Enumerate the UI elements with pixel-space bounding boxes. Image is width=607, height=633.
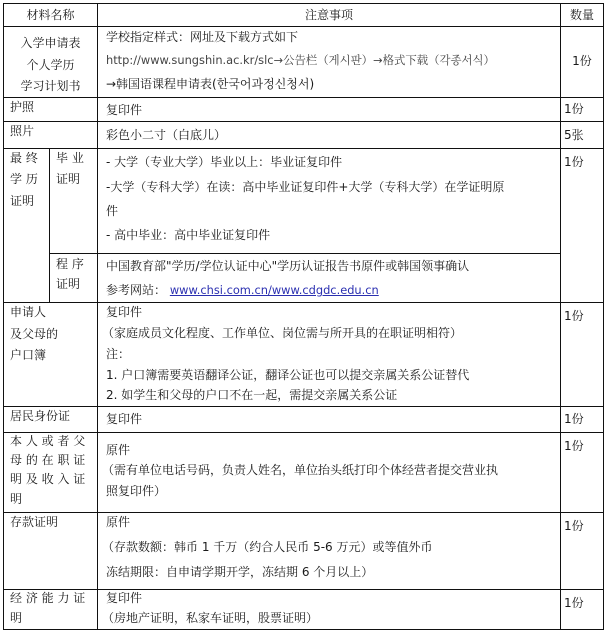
- name-line: 个人学历: [26, 58, 75, 72]
- row-procedure-note: [97, 253, 561, 303]
- row-passport-qty: [560, 97, 604, 122]
- reference-link[interactable]: www.chsi.com.cn/www.cdgdc.edu.cn: [169, 283, 379, 297]
- name-line: 经 济 能 力 证: [10, 591, 86, 605]
- note-line: 中国教育部"学历/学位认证中心"学历认证报告书原件或韩国领事确认: [106, 259, 470, 273]
- row-education-qty: [560, 148, 604, 303]
- note-line: - 高中毕业：高中毕业证复印件: [106, 228, 271, 242]
- name-line: 入学申请表: [20, 36, 81, 50]
- note-line: 注：: [106, 347, 131, 361]
- qty-value: 1份: [564, 155, 584, 169]
- row-household-note: [97, 302, 561, 407]
- row-financial-name: [3, 589, 98, 630]
- note-line: （家庭成员文化程度、工作单位、岗位需与所开具的在职证明相符）: [102, 326, 463, 340]
- row-employment-name: [3, 432, 98, 513]
- row-graduation-note: [97, 148, 561, 254]
- row-application-note: [97, 26, 561, 98]
- name-line: 明: [10, 611, 23, 625]
- row-employment-note: [97, 432, 561, 513]
- name-line: 明: [10, 492, 23, 506]
- name-line: 毕 业: [56, 151, 84, 165]
- header-note: 注意事项: [304, 8, 353, 22]
- header-name-cell: [3, 3, 98, 27]
- note-line: （需有单位电话号码，负责人姓名，单位抬头纸打印个体经营者提交营业执: [102, 463, 499, 477]
- note-line: 照复印件）: [106, 484, 167, 498]
- name-line: 学 历: [10, 172, 38, 186]
- name-line: 申请人: [10, 305, 47, 319]
- row-photo-name: [3, 121, 98, 149]
- note-line: -大学（专科大学）在读：高中毕业证复印件+大学（专科大学）在学证明原: [106, 180, 505, 194]
- note-link-line: http://www.sungshin.ac.kr/slc→公告栏（게시판）→格式下载（각종서식）: [106, 53, 495, 67]
- qty-value: 1份: [564, 309, 584, 323]
- row-financial-qty: [560, 589, 604, 630]
- qty-value: 1份: [564, 412, 584, 426]
- row-idcard-note: [97, 406, 561, 433]
- note-line: 复印件: [106, 412, 143, 426]
- name-line: 及父母的: [10, 327, 59, 341]
- row-employment-qty: [560, 432, 604, 513]
- name-line: 本 人 或 者 父: [10, 434, 86, 448]
- qty-value: 1份: [564, 596, 584, 610]
- row-photo-note: [97, 121, 561, 149]
- name-line: 学习计划书: [20, 79, 81, 93]
- name-line: 证明: [10, 194, 35, 208]
- name-text: 护照: [10, 100, 35, 114]
- header-qty: 数量: [569, 8, 594, 22]
- row-application-qty: [560, 26, 604, 98]
- name-text: 照片: [10, 124, 35, 138]
- note-line: 原件: [106, 515, 131, 529]
- name-line: 证明: [56, 277, 81, 291]
- note-line: 1. 户口簿需要英语翻译公证，翻译公证也可以提交亲属关系公证替代: [106, 368, 470, 382]
- name-text: 存款证明: [10, 515, 59, 529]
- note-line: 复印件: [106, 305, 143, 319]
- qty-value: 5张: [564, 128, 584, 142]
- note-line: 复印件: [106, 103, 143, 117]
- row-idcard-qty: [560, 406, 604, 433]
- header-note-cell: [97, 3, 561, 27]
- note-line: 冻结期限：自申请学期开学，冻结期 6 个月以上）: [106, 565, 374, 579]
- name-line: 程 序: [56, 257, 84, 271]
- note-line: 学校指定样式：网址及下载方式如下: [106, 30, 299, 44]
- qty-value: 1份: [564, 519, 584, 533]
- note-line: （房地产证明，私家车证明，股票证明）: [102, 611, 319, 625]
- row-household-name: [3, 302, 98, 407]
- row-procedure-name: [49, 253, 98, 303]
- name-text: 居民身份证: [10, 409, 71, 423]
- note-line: →韩国语课程申请表(한국어과정신청서): [106, 77, 315, 91]
- row-household-qty: [560, 302, 604, 407]
- note-line: 原件: [106, 443, 131, 457]
- name-line: 户口簿: [10, 348, 47, 362]
- qty-value: 1份: [572, 54, 592, 68]
- reference-line: [106, 278, 379, 302]
- name-line: 母 的 在 职 证: [10, 453, 86, 467]
- note-line: 2. 如学生和父母的户口不在一起，需提交亲属关系公证: [106, 388, 398, 402]
- reference-label: 参考网站：: [106, 283, 167, 297]
- name-line: 证明: [56, 172, 81, 186]
- note-line: 件: [106, 204, 119, 218]
- name-line: 明 及 收 入 证: [10, 472, 86, 486]
- header-qty-cell: [560, 3, 604, 27]
- row-deposit-note: [97, 512, 561, 590]
- row-photo-qty: [560, 121, 604, 149]
- row-deposit-qty: [560, 512, 604, 590]
- name-line: 最 终: [10, 151, 38, 165]
- row-education-name: [3, 148, 50, 303]
- qty-value: 1份: [564, 102, 584, 116]
- note-line: （存款数额：韩币 1 千万（约合人民币 5-6 万元）或等值外币: [102, 540, 433, 554]
- note-line: 复印件: [106, 591, 143, 605]
- row-application-name: [3, 26, 98, 98]
- row-deposit-name: [3, 512, 98, 590]
- row-financial-note: [97, 589, 561, 630]
- row-graduation-name: [49, 148, 98, 254]
- qty-value: 1份: [564, 439, 584, 453]
- row-passport-note: [97, 97, 561, 122]
- note-line: 彩色小二寸（白底儿）: [106, 128, 227, 142]
- note-line: - 大学（专业大学）毕业以上：毕业证复印件: [106, 155, 343, 169]
- header-name: 材料名称: [26, 8, 75, 22]
